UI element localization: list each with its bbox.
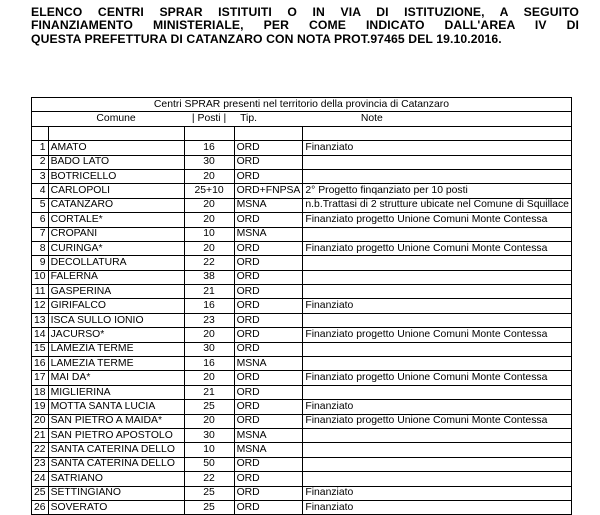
row-number: 25 — [32, 486, 49, 500]
cell-note: 2° Progetto finqanziato per 10 posti — [303, 184, 572, 198]
cell-comune: DECOLLATURA — [48, 256, 184, 270]
cell-posti: 30 — [184, 155, 234, 169]
cell-note — [303, 457, 572, 471]
row-number: 9 — [32, 256, 49, 270]
cell-comune: CORTALE* — [48, 213, 184, 227]
sprar-table — [31, 97, 572, 515]
table-row — [32, 342, 572, 356]
row-number: 14 — [32, 328, 49, 342]
row-number: 8 — [32, 241, 49, 255]
cell-comune: MAI DA* — [48, 371, 184, 385]
cell-posti: 25 — [184, 400, 234, 414]
table-row — [32, 443, 572, 457]
cell-note: Finanziato — [303, 486, 572, 500]
cell-posti: 20 — [184, 241, 234, 255]
cell-tip: ORD — [234, 385, 303, 399]
table-row — [32, 313, 572, 327]
row-number: 22 — [32, 443, 49, 457]
table-row — [32, 500, 572, 514]
cell-comune: JACURSO* — [48, 328, 184, 342]
cell-note — [303, 385, 572, 399]
row-number: 12 — [32, 299, 49, 313]
cell-posti: 21 — [184, 285, 234, 299]
cell-comune: FALERNA — [48, 270, 184, 284]
cell-comune: SAN PIETRO APOSTOLO — [48, 428, 184, 442]
row-number: 3 — [32, 169, 49, 183]
cell-tip: ORD — [234, 486, 303, 500]
table-row — [32, 472, 572, 486]
table-row — [32, 198, 572, 212]
cell-note — [303, 285, 572, 299]
cell-posti: 22 — [184, 472, 234, 486]
cell-posti: 16 — [184, 357, 234, 371]
row-number: 17 — [32, 371, 49, 385]
cell-tip: ORD — [234, 500, 303, 514]
table-row — [32, 256, 572, 270]
cell-tip: ORD — [234, 472, 303, 486]
cell-comune: LAMEZIA TERME — [48, 342, 184, 356]
cell-tip: ORD — [234, 213, 303, 227]
table-row — [32, 371, 572, 385]
table-row — [32, 299, 572, 313]
row-number: 19 — [32, 400, 49, 414]
table-row — [32, 213, 572, 227]
cell-posti: 23 — [184, 313, 234, 327]
row-number: 16 — [32, 357, 49, 371]
row-number: 1 — [32, 141, 49, 155]
cell-note: Finanziato progetto Unione Comuni Monte Contessa — [303, 414, 572, 428]
cell-note: Finanziato — [303, 500, 572, 514]
document-heading — [31, 6, 579, 46]
heading-line-1: ELENCO CENTRI SPRAR ISTITUITI O IN VIA DI ISTITUZIONE, A SEGUITO — [31, 5, 579, 19]
cell-tip: ORD — [234, 313, 303, 327]
cell-note: Finanziato — [303, 299, 572, 313]
cell-note — [303, 357, 572, 371]
cell-tip: ORD — [234, 169, 303, 183]
row-number: 5 — [32, 198, 49, 212]
cell-posti: 25 — [184, 486, 234, 500]
cell-posti: 20 — [184, 213, 234, 227]
cell-comune: GIRIFALCO — [48, 299, 184, 313]
table-row — [32, 241, 572, 255]
cell-note: Finanziato — [303, 141, 572, 155]
row-number: 23 — [32, 457, 49, 471]
row-number: 18 — [32, 385, 49, 399]
cell-note: Finanziato progetto Unione Comuni Monte Contessa — [303, 241, 572, 255]
cell-posti: 10 — [184, 227, 234, 241]
table-row — [32, 169, 572, 183]
cell-note: Finanziato progetto Unione Comuni Monte Contessa — [303, 213, 572, 227]
cell-tip: ORD — [234, 328, 303, 342]
cell-comune: CROPANI — [48, 227, 184, 241]
cell-note: Finanziato progetto Unione Comuni Monte Contessa — [303, 371, 572, 385]
cell-posti: 38 — [184, 270, 234, 284]
cell-posti: 20 — [184, 371, 234, 385]
cell-tip: ORD — [234, 256, 303, 270]
row-number: 2 — [32, 155, 49, 169]
cell-posti: 22 — [184, 256, 234, 270]
cell-tip: ORD — [234, 141, 303, 155]
cell-note: n.b.Trattasi di 2 strutture ubicate nel Comune di Squillace — [303, 198, 572, 212]
cell-posti: 10 — [184, 443, 234, 457]
cell-note: Finanziato progetto Unione Comuni Monte Contessa — [303, 328, 572, 342]
cell-tip: ORD — [234, 457, 303, 471]
table-row — [32, 270, 572, 284]
cell-posti: 25+10 — [184, 184, 234, 198]
row-number: 21 — [32, 428, 49, 442]
cell-tip: ORD — [234, 371, 303, 385]
cell-note: Finanziato — [303, 400, 572, 414]
cell-note — [303, 443, 572, 457]
cell-posti: 50 — [184, 457, 234, 471]
cell-note — [303, 313, 572, 327]
cell-note — [303, 472, 572, 486]
table-row — [32, 184, 572, 198]
cell-posti: 30 — [184, 428, 234, 442]
cell-comune: SETTINGIANO — [48, 486, 184, 500]
cell-comune: CATANZARO — [48, 198, 184, 212]
cell-posti: 20 — [184, 169, 234, 183]
cell-posti: 16 — [184, 141, 234, 155]
table-row — [32, 486, 572, 500]
row-number: 11 — [32, 285, 49, 299]
table-caption: Centri SPRAR presenti nel territorio della provincia di Catanzaro — [32, 98, 572, 112]
row-number: 13 — [32, 313, 49, 327]
cell-comune: SANTA CATERINA DELLO — [48, 443, 184, 457]
row-number: 15 — [32, 342, 49, 356]
cell-comune: MIGLIERINA — [48, 385, 184, 399]
cell-comune: SANTA CATERINA DELLO — [48, 457, 184, 471]
row-number: 6 — [32, 213, 49, 227]
cell-comune: BADO LATO — [48, 155, 184, 169]
cell-comune: MOTTA SANTA LUCIA — [48, 400, 184, 414]
cell-tip: MSNA — [234, 443, 303, 457]
cell-note — [303, 169, 572, 183]
header-comune: Comune — [48, 112, 184, 126]
table-row — [32, 328, 572, 342]
cell-note — [303, 342, 572, 356]
cell-comune: ISCA SULLO IONIO — [48, 313, 184, 327]
cell-posti: 30 — [184, 342, 234, 356]
table-row — [32, 357, 572, 371]
table-row — [32, 400, 572, 414]
cell-tip: MSNA — [234, 428, 303, 442]
cell-note — [303, 227, 572, 241]
cell-comune: BOTRICELLO — [48, 169, 184, 183]
cell-posti: 20 — [184, 328, 234, 342]
header-note: Note — [303, 112, 572, 126]
cell-note — [303, 155, 572, 169]
cell-note — [303, 256, 572, 270]
table-row — [32, 457, 572, 471]
cell-tip: ORD+FNPSA — [234, 184, 303, 198]
table-spacer-row — [32, 126, 572, 140]
cell-tip: ORD — [234, 155, 303, 169]
row-number: 4 — [32, 184, 49, 198]
row-number: 7 — [32, 227, 49, 241]
cell-comune: CARLOPOLI — [48, 184, 184, 198]
cell-comune: AMATO — [48, 141, 184, 155]
header-tip: Tip. — [234, 112, 303, 126]
table-row — [32, 227, 572, 241]
heading-line-3: QUESTA PREFETTURA DI CATANZARO CON NOTA PROT.97465 DEL 19.10.2016. — [31, 31, 502, 46]
row-number: 10 — [32, 270, 49, 284]
cell-comune: CURINGA* — [48, 241, 184, 255]
table-caption-row — [32, 98, 572, 112]
row-number: 24 — [32, 472, 49, 486]
table-row — [32, 428, 572, 442]
cell-posti: 25 — [184, 500, 234, 514]
row-number: 26 — [32, 500, 49, 514]
table-row — [32, 141, 572, 155]
cell-comune: LAMEZIA TERME — [48, 357, 184, 371]
row-number: 20 — [32, 414, 49, 428]
header-posti: | Posti | — [184, 112, 234, 126]
cell-comune: SATRIANO — [48, 472, 184, 486]
cell-posti: 20 — [184, 198, 234, 212]
cell-tip: ORD — [234, 342, 303, 356]
cell-comune: SOVERATO — [48, 500, 184, 514]
cell-tip: ORD — [234, 241, 303, 255]
cell-tip: MSNA — [234, 198, 303, 212]
cell-tip: ORD — [234, 414, 303, 428]
cell-comune: GASPERINA — [48, 285, 184, 299]
table-row — [32, 285, 572, 299]
cell-tip: ORD — [234, 400, 303, 414]
cell-tip: ORD — [234, 299, 303, 313]
cell-tip: MSNA — [234, 357, 303, 371]
cell-note — [303, 428, 572, 442]
cell-comune: SAN PIETRO A MAIDA* — [48, 414, 184, 428]
heading-line-2: FINANZIAMENTO MINISTERIALE, PER COME INDICATO DALL'AREA IV DI — [31, 18, 579, 33]
cell-posti: 16 — [184, 299, 234, 313]
table-row — [32, 155, 572, 169]
cell-note — [303, 270, 572, 284]
cell-posti: 21 — [184, 385, 234, 399]
cell-posti: 20 — [184, 414, 234, 428]
cell-tip: ORD — [234, 270, 303, 284]
table-row — [32, 385, 572, 399]
cell-tip: ORD — [234, 285, 303, 299]
table-row — [32, 414, 572, 428]
table-header-row — [32, 112, 572, 126]
cell-tip: MSNA — [234, 227, 303, 241]
